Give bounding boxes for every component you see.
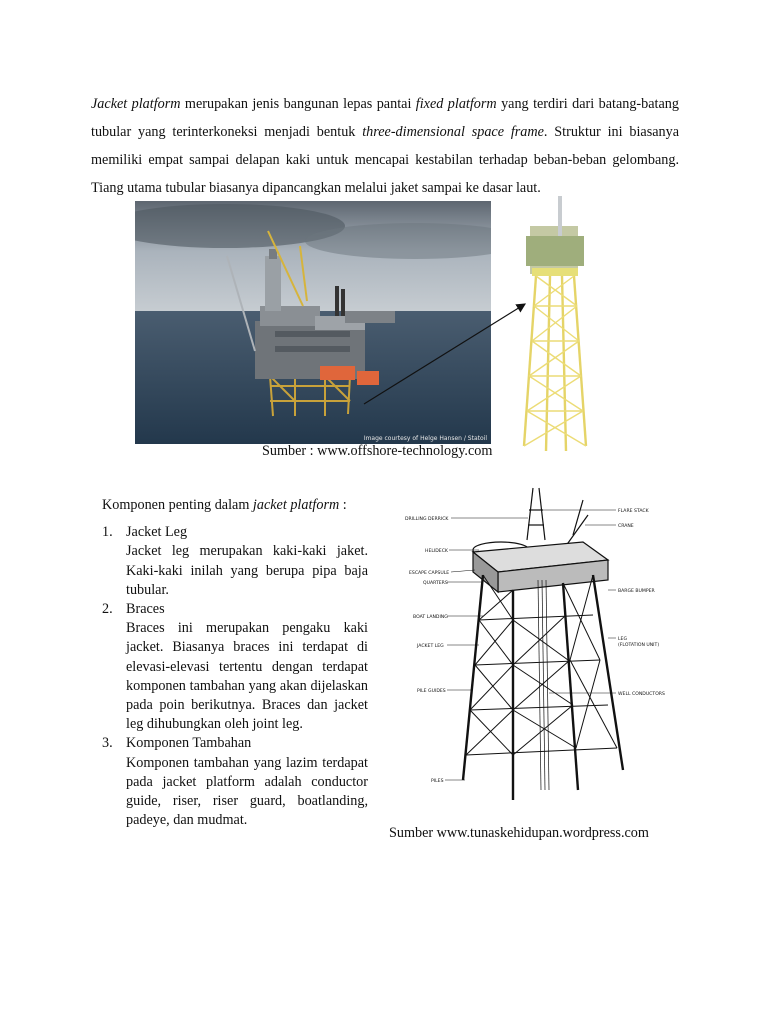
item-description: Braces ini merupakan pengaku kaki jacket. Biasanya braces ini terdapat di elevasi-elevasi tertentu dengan terdapat komponen tambahan yang akan dijelaskan pada poin berikutnya. Braces dan jacket leg dihubungkan oleh joint leg.	[126, 620, 368, 733]
label-leg: LEG	[618, 637, 628, 642]
label-helideck: HELIDECK	[425, 549, 448, 554]
item-title: Komponen Tambahan	[126, 735, 252, 752]
components-section	[102, 496, 368, 830]
item-number: 1.	[102, 524, 113, 541]
label-jacket-leg: JACKET LEG	[417, 644, 444, 649]
intro-paragraph	[91, 90, 679, 202]
list-item	[102, 523, 368, 600]
label-quarters: QUARTERS	[423, 581, 448, 586]
term-space-frame: three-dimensional space frame	[362, 124, 544, 140]
term-jacket-platform: Jacket platform	[91, 96, 181, 112]
intro-text-1: merupakan jenis bangunan lepas pantai	[180, 96, 416, 112]
platform-photo	[135, 201, 491, 444]
item-number: 2.	[102, 601, 113, 618]
label-well-conductors: WELL CONDUCTORS	[618, 692, 665, 697]
heading-suffix: :	[339, 497, 347, 513]
list-item	[102, 734, 368, 830]
label-drilling-derrick: DRILLING DERRICK	[405, 517, 449, 522]
heading-term: jacket platform	[252, 497, 340, 513]
item-number: 3.	[102, 735, 113, 752]
label-boat-landing: BOAT LANDING	[413, 615, 448, 620]
label-pile-guides: PILE GUIDES	[417, 689, 446, 694]
jacket-platform-diagram	[403, 480, 675, 820]
item-description: Komponen tambahan yang lazim terdapat pada jacket platform adalah conductor guide, riser, riser guard, boatlanding, padeye, dan mudmat.	[126, 754, 368, 829]
label-escape-capsule: ESCAPE CAPSULE	[409, 571, 450, 576]
label-barge-bumper: BARGE BUMPER	[618, 589, 655, 594]
figure2-caption: Sumber www.tunaskehidupan.wordpress.com	[389, 825, 649, 841]
item-description: Jacket leg merupakan kaki-kaki jaket. Kaki-kaki inilah yang berupa pipa baja tubular.	[126, 543, 368, 598]
components-list	[102, 523, 368, 830]
heading-prefix: Komponen penting dalam	[102, 497, 253, 513]
label-flare-stack: FLARE STACK	[618, 509, 649, 514]
item-title: Jacket Leg	[126, 524, 188, 541]
components-heading	[102, 496, 368, 515]
label-flotation-unit: (FLOTATION UNIT)	[618, 643, 660, 648]
intro-text-2: yang terdiri dari batang-batang tubular yang terinterkoneksi menjadi bentuk	[91, 96, 679, 140]
photo-credit: Image courtesy of Helge Hansen / Statoil	[363, 435, 487, 442]
term-fixed-platform: fixed platform	[415, 96, 497, 112]
label-piles: PILES	[431, 779, 444, 784]
item-title: Braces	[126, 601, 165, 618]
jacket-model-illustration	[510, 196, 600, 454]
figure1-caption: Sumber : www.offshore-technology.com	[262, 443, 493, 459]
label-crane: CRANE	[618, 524, 634, 529]
intro-text-3: . Struktur ini biasanya memiliki empat sampai delapan kaki untuk mencapai kestabilan terhadap beban-beban gelombang. Tiang utama tubular biasanya dipancangkan melalui jaket sampai ke dasar laut.	[91, 124, 679, 196]
list-item	[102, 600, 368, 734]
